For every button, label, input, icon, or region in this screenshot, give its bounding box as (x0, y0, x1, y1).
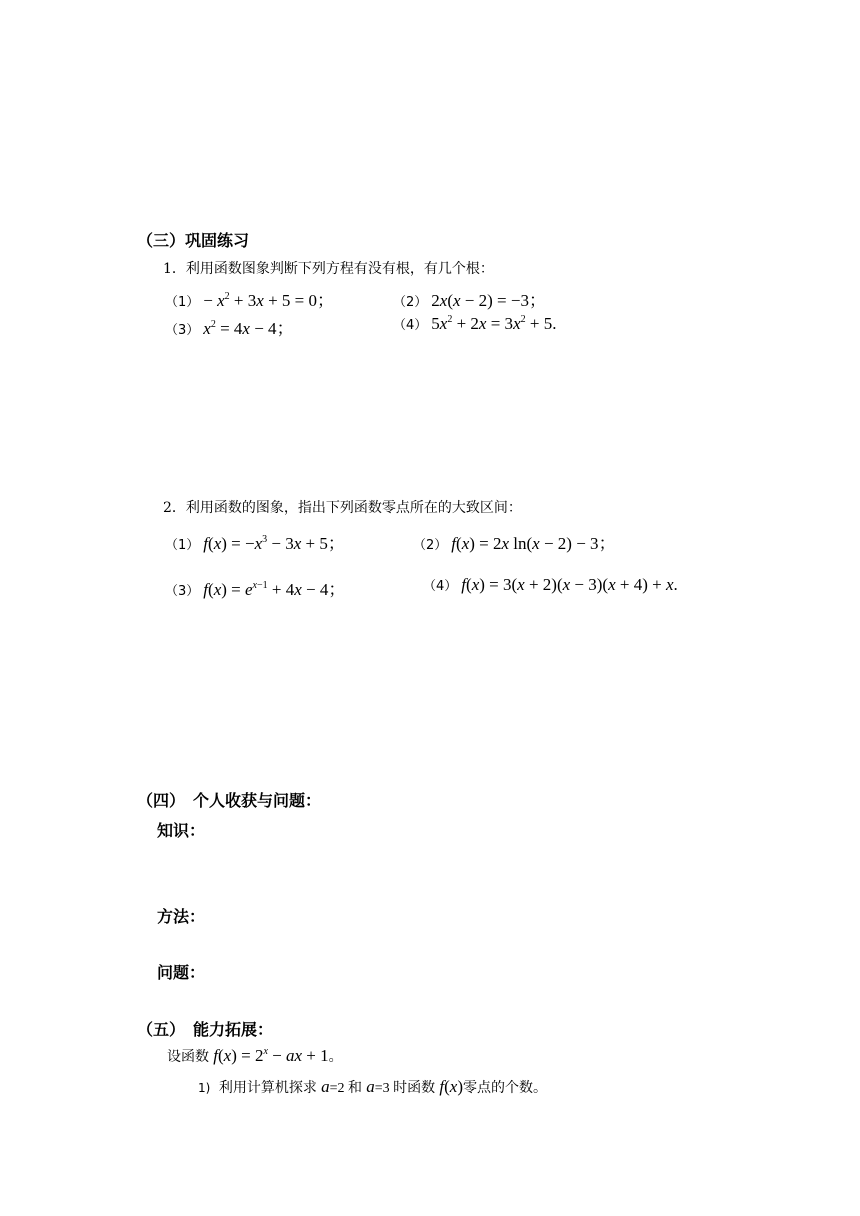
section-5-title: （五） 能力拓展： (137, 1020, 274, 1039)
item-label: （2） (413, 538, 448, 553)
q1-item-3: （3） $x^2 = 4x - 4$； (165, 319, 294, 338)
item-label: （4） (423, 579, 458, 594)
sec5-item-1: 1) 利用计算机探求 a=2 和 a=3 时函数 f(x)零点的个数。 (198, 1077, 548, 1096)
problem-label: 问题： (157, 963, 206, 982)
item-label: （3） (165, 323, 200, 338)
item-label: （4） (393, 318, 428, 333)
method-label: 方法： (157, 907, 206, 926)
q2-item-2: （2） f(x) = 2x ln(x − 2) − 3； (413, 534, 616, 553)
question-1-prompt: 1．利用函数图象判断下列方程有没有根，有几个根： (163, 261, 494, 277)
item-label: （2） (393, 295, 428, 310)
q2-item-4: （4） f(x) = 3(x + 2)(x − 3)(x + 4) + x. (423, 575, 678, 594)
sec5-intro: 设函数 $f(x) = 2^x$ − ax + 1。 (167, 1046, 343, 1065)
q2-item-3: （3） $f(x) = e^{x-1} + 4x - 4$； (165, 580, 346, 599)
q1-item-4: （4） $5x^2 + 2x = 3x^2 + 5$. (393, 314, 557, 333)
q1-item-2: （2） 2x(x − 2) = −3； (393, 291, 546, 310)
q1-item-1: $(1) - x^2 + 3x + 5 = 0$； (165, 291, 334, 310)
item-label: （1） (165, 538, 200, 553)
question-2-prompt: 2．利用函数的图象，指出下列函数零点所在的大致区间： (163, 500, 522, 516)
knowledge-label: 知识： (157, 821, 206, 840)
section-3-title: （三）巩固练习 (137, 231, 250, 250)
item-label: （1） (165, 295, 200, 310)
item-label: （3） (165, 584, 200, 599)
q2-item-1: （1） $f(x) = -x^3 - 3x + 5$； (165, 534, 345, 553)
section-4-title: （四） 个人收获与问题： (137, 791, 322, 810)
